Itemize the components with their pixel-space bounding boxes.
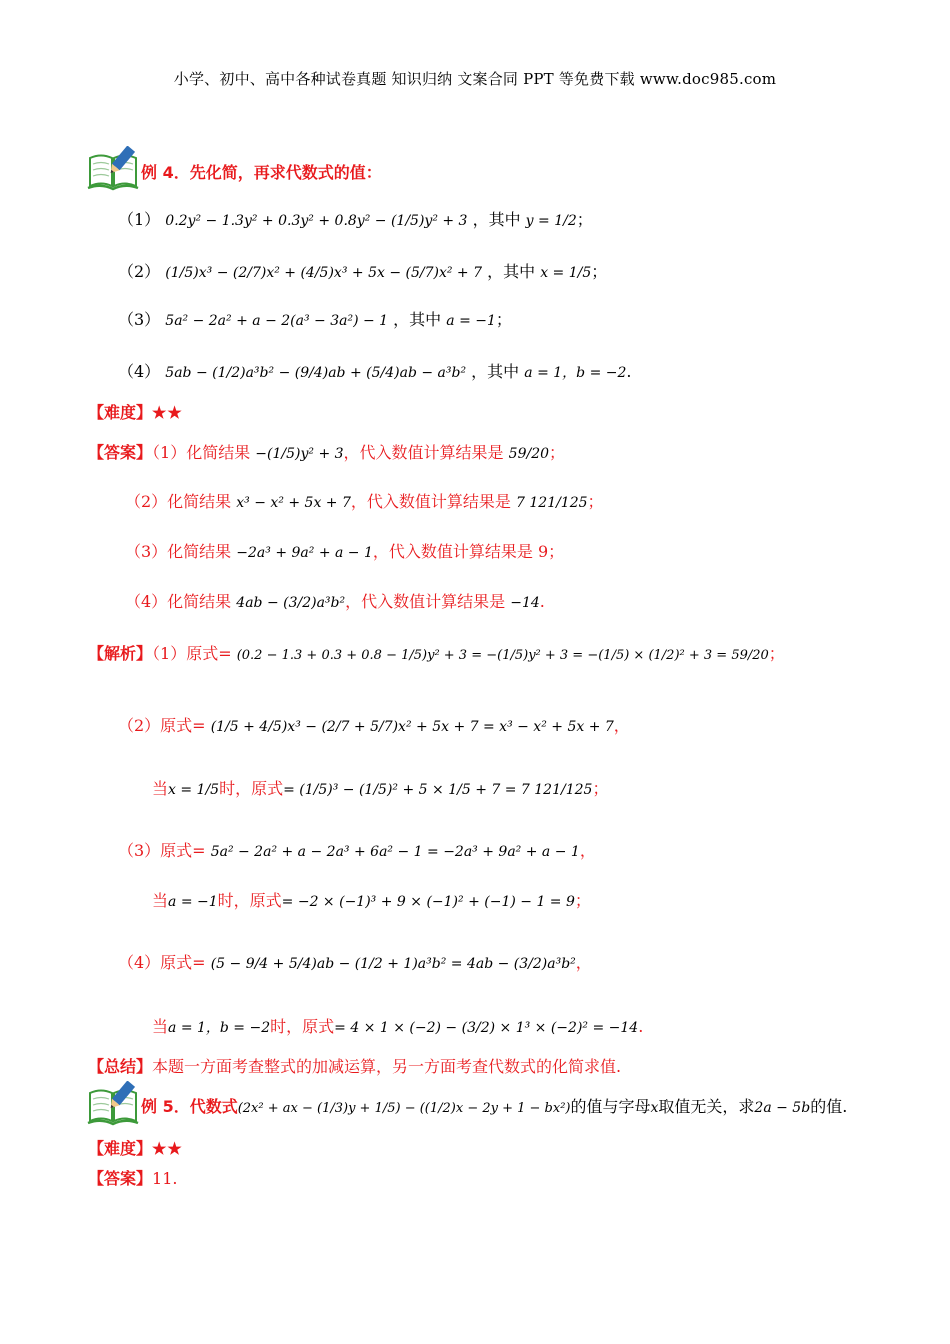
difficulty-stars: ★★ xyxy=(152,1139,183,1158)
page-header: 小学、初中、高中各种试卷真题 知识归纳 文案合同 PPT 等免费下载 www.doc985.com xyxy=(173,70,777,88)
example5-expression: (2x² + ax − (1/3)y + 1/5) − ((1/2)x − 2y + 1 − bx²) xyxy=(237,1101,571,1116)
example4-difficulty: 【难度】★★ xyxy=(88,403,183,422)
difficulty-stars: ★★ xyxy=(152,403,183,422)
analysis-line-4b: 当a = 1，b = −2时，原式= 4 × 1 × (−2) − (3/2) × 1³ × (−2)² = −14. xyxy=(152,1017,644,1036)
summary-line: 【总结】本题一方面考查整式的加减运算，另一方面考查代数式的化简求值. xyxy=(88,1057,622,1076)
example5-difficulty: 【难度】★★ xyxy=(88,1139,183,1158)
problem-1-condition: y = 1/2 xyxy=(525,213,577,229)
answer-line-1: 【答案】（1）化简结果 −(1/5)y² + 3，代入数值计算结果是 59/20； xyxy=(88,443,566,462)
problem-2-condition: x = 1/5 xyxy=(540,265,592,281)
problem-3-expression: 5a² − 2a² + a − 2(a³ − 3a²) − 1 xyxy=(165,313,389,329)
analysis-line-2: （2）原式= (1/5 + 4/5)x³ − (2/7 + 5/7)x² + 5x + 7 = x³ − x² + 5x + 7， xyxy=(118,716,630,735)
example5-title: 例 5．代数式(2x² + ax − (1/3)y + 1/5) − ((1/2)x − 2y + 1 − bx²)的值与字母x取值无关，求2a − 5b的值. xyxy=(141,1097,848,1116)
answer-line-3: （3）化简结果 −2a³ + 9a² + a − 1，代入数值计算结果是 9； xyxy=(125,542,565,561)
example4-title: 例 4．先化简，再求代数式的值： xyxy=(141,163,382,182)
book-pencil-icon xyxy=(87,146,139,192)
problem-item-1: （1） 0.2y² − 1.3y² + 0.3y² + 0.8y² − (1/5)y² + 3 ，其中 y = 1/2； xyxy=(118,210,593,229)
problem-4-condition: a = 1，b = −2 xyxy=(524,365,627,381)
problem-item-3: （3） 5a² − 2a² + a − 2(a³ − 3a²) − 1 ，其中 a = −1； xyxy=(118,310,512,329)
problem-item-4: （4） 5ab − (1/2)a³b² − (9/4)ab + (5/4)ab − a³b² ，其中 a = 1，b = −2. xyxy=(118,362,632,381)
analysis-line-3: （3）原式= 5a² − 2a² + a − 2a³ + 6a² − 1 = −2a³ + 9a² + a − 1， xyxy=(118,841,596,860)
problem-1-expression: 0.2y² − 1.3y² + 0.3y² + 0.8y² − (1/5)y² + 3 xyxy=(165,213,468,229)
analysis-line-4: （4）原式= (5 − 9/4 + 5/4)ab − (1/2 + 1)a³b² = 4ab − (3/2)a³b²， xyxy=(118,953,592,972)
problem-3-condition: a = −1 xyxy=(446,313,496,329)
answer-line-4: （4）化简结果 4ab − (3/2)a³b²，代入数值计算结果是 −14. xyxy=(125,592,545,611)
problem-4-expression: 5ab − (1/2)a³b² − (9/4)ab + (5/4)ab − a³b² xyxy=(165,365,467,381)
example5-answer: 【答案】11. xyxy=(88,1169,178,1188)
analysis-line-1: 【解析】（1）原式= (0.2 − 1.3 + 0.3 + 0.8 − 1/5)y² + 3 = −(1/5)y² + 3 = −(1/5) × (1/2)² + 3 = 59/20； xyxy=(88,644,785,663)
book-pencil-icon xyxy=(87,1081,139,1127)
problem-item-2: （2） (1/5)x³ − (2/7)x² + (4/5)x³ + 5x − (5/7)x² + 7 ，其中 x = 1/5； xyxy=(118,262,608,281)
answer-line-2: （2）化简结果 x³ − x² + 5x + 7，代入数值计算结果是 7 121/125； xyxy=(125,492,604,511)
problem-2-expression: (1/5)x³ − (2/7)x² + (4/5)x³ + 5x − (5/7)x² + 7 xyxy=(165,265,482,281)
analysis-line-2b: 当x = 1/5时，原式= (1/5)³ − (1/5)² + 5 × 1/5 + 7 = 7 121/125； xyxy=(152,779,609,798)
analysis-line-3b: 当a = −1时，原式= −2 × (−1)³ + 9 × (−1)² + (−1) − 1 = 9； xyxy=(152,891,591,910)
